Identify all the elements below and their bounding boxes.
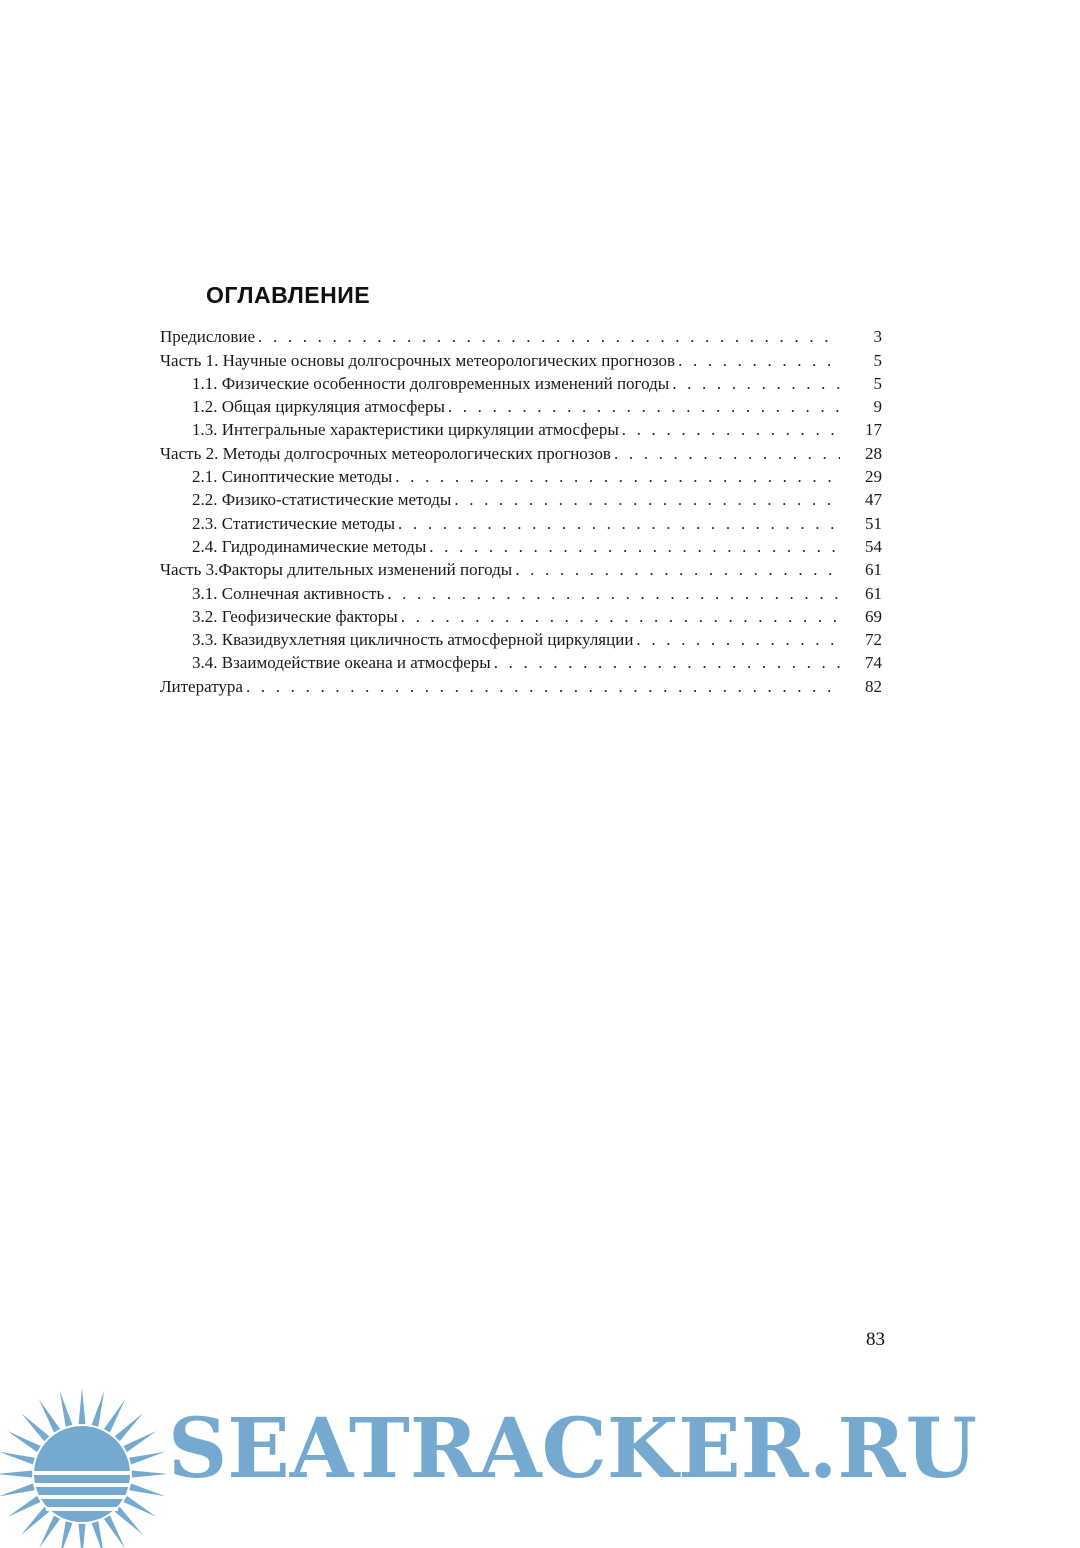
toc-entry — [160, 510, 882, 533]
toc-entry-page: 9 — [873, 397, 882, 417]
toc-entry — [160, 464, 882, 487]
sun-ray — [0, 1484, 35, 1497]
sun-ray — [8, 1496, 41, 1517]
toc-entry — [160, 440, 882, 463]
toc-entry — [160, 324, 882, 347]
toc-entry-label: 1.1. Физические особенности долговременных изменений погоды — [192, 373, 670, 393]
sun-ray — [21, 1507, 49, 1535]
toc-entry — [160, 557, 882, 580]
toc-entry-label: 2.2. Физико-статистические методы — [192, 490, 452, 510]
page-number: 83 — [866, 1329, 885, 1350]
toc-entry-page: 17 — [865, 420, 882, 440]
dot-leader — [454, 490, 840, 510]
sun-ray — [60, 1391, 73, 1427]
sun-ray — [79, 1388, 86, 1424]
toc-entry-page: 3 — [873, 327, 882, 347]
toc-entry — [160, 580, 882, 603]
dot-leader — [515, 560, 840, 580]
sun-icon — [0, 1388, 168, 1548]
sun-ray — [129, 1452, 165, 1465]
sun-ray — [115, 1507, 143, 1535]
sun-ray — [123, 1496, 156, 1517]
dot-leader — [494, 653, 840, 673]
toc-entry — [160, 604, 882, 627]
toc-entry-page: 82 — [865, 676, 882, 696]
dot-leader — [622, 420, 840, 440]
sun-ray — [115, 1413, 143, 1441]
sun-ray — [104, 1515, 125, 1548]
toc-entry-page: 28 — [865, 443, 882, 463]
toc-entry-label: Предисловие — [160, 327, 256, 347]
toc-entry-label: Часть 2. Методы долгосрочных метеорологических прогнозов — [160, 443, 611, 463]
toc-entry-page: 5 — [873, 373, 882, 393]
toc-entry-label: 1.2. Общая циркуляция атмосферы — [192, 397, 445, 417]
toc-entry-page: 61 — [865, 560, 882, 580]
toc-entry-label: 2.4. Гидродинамические методы — [192, 536, 427, 556]
toc-entry-page: 51 — [865, 513, 882, 533]
sun-ray — [39, 1400, 60, 1433]
sun-ray — [21, 1413, 49, 1441]
dot-leader — [387, 584, 840, 604]
dot-leader — [429, 537, 840, 557]
dot-leader — [401, 607, 840, 627]
sun-ray — [0, 1471, 32, 1478]
dot-leader — [258, 327, 840, 347]
sun-ray — [132, 1471, 168, 1478]
sun-ray — [123, 1431, 156, 1452]
toc-entry-page: 72 — [865, 630, 882, 650]
toc-entry — [160, 673, 882, 696]
toc-entry-page: 47 — [865, 490, 882, 510]
toc-entry-page: 61 — [865, 583, 882, 603]
toc-entry-page: 29 — [865, 467, 882, 487]
toc-entry-page: 74 — [865, 653, 882, 673]
dot-leader — [398, 514, 840, 534]
toc-entry-page: 54 — [865, 536, 882, 556]
dot-leader — [395, 467, 840, 487]
toc-entry — [160, 534, 882, 557]
toc-entry-label: 2.1. Синоптические методы — [192, 467, 393, 487]
toc-title: ОГЛАВЛЕНИЕ — [206, 282, 371, 308]
dot-leader — [448, 397, 840, 417]
sun-ray — [39, 1515, 60, 1548]
dot-leader — [636, 630, 840, 650]
toc-entry-label: 3.1. Солнечная активность — [192, 583, 385, 603]
toc-entry-label: Литература — [160, 676, 243, 696]
toc-entry — [160, 487, 882, 510]
sun-ray — [104, 1400, 125, 1433]
toc-entry-label: 3.4. Взаимодействие океана и атмосферы — [192, 653, 491, 673]
dot-leader — [672, 374, 840, 394]
sun-ray — [0, 1452, 35, 1465]
toc-entry — [160, 417, 882, 440]
toc-entry-page: 69 — [865, 606, 882, 626]
table-of-contents — [160, 324, 882, 697]
sun-ray — [129, 1484, 165, 1497]
toc-entry-label: 2.3. Статистические методы — [192, 513, 396, 533]
toc-entry — [160, 371, 882, 394]
dot-leader — [678, 351, 840, 371]
toc-entry-label: 1.3. Интегральные характеристики циркуляции атмосферы — [192, 420, 619, 440]
dot-leader — [614, 444, 840, 464]
sun-ray — [8, 1431, 41, 1452]
toc-entry-label: 3.3. Квазидвухлетняя цикличность атмосферной циркуляции — [192, 630, 634, 650]
toc-entry — [160, 627, 882, 650]
sun-ray — [92, 1521, 105, 1548]
toc-entry-page: 5 — [873, 350, 882, 370]
toc-entry-label: 3.2. Геофизические факторы — [192, 606, 398, 626]
watermark-text: SEATRACKER.RU — [168, 1401, 978, 1497]
toc-entry-label: Часть 3.Факторы длительных изменений погоды — [160, 560, 513, 580]
toc-entry-label: Часть 1. Научные основы долгосрочных метеорологических прогнозов — [160, 350, 676, 370]
toc-entry — [160, 347, 882, 370]
sun-ray — [60, 1521, 73, 1548]
toc-entry — [160, 394, 882, 417]
sun-ray — [92, 1391, 105, 1427]
dot-leader — [246, 677, 840, 697]
toc-entry — [160, 650, 882, 673]
sun-ray — [79, 1524, 86, 1548]
